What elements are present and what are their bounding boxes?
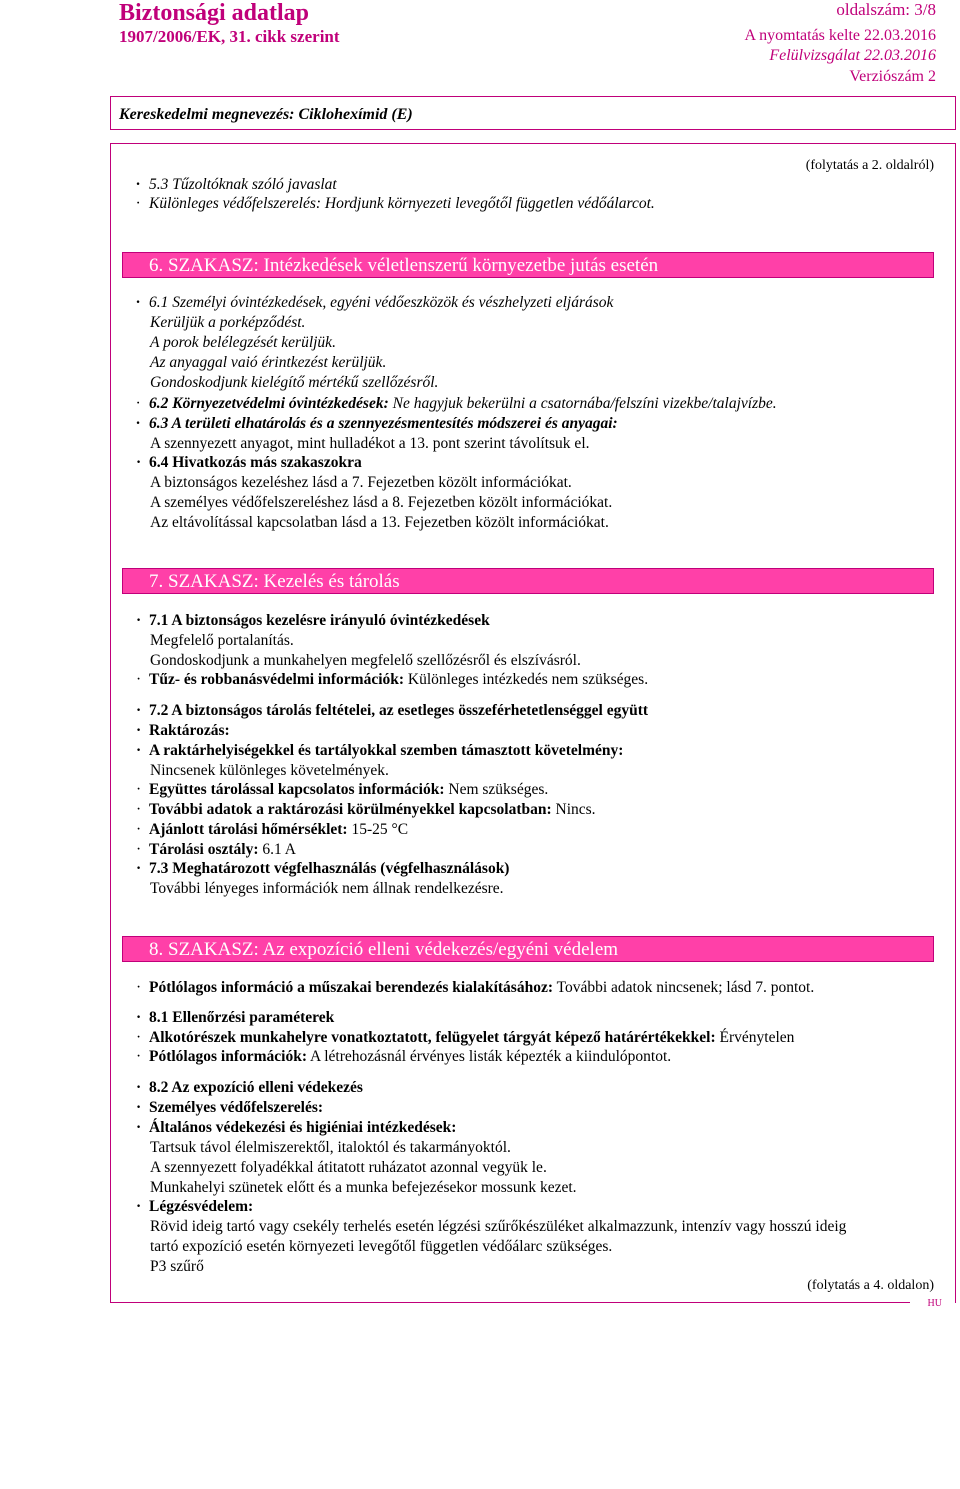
s71-heading: · 7.1 A biztonságos kezelésre irányuló óvintézkedések bbox=[136, 612, 490, 629]
storage-heading: · Raktározás: bbox=[136, 722, 230, 739]
fire-info: · Tűz- és robbanásvédelmi információk: Különleges intézkedés nem szükséges. bbox=[136, 671, 649, 688]
storage-req-text: Nincsenek különleges követelmények. bbox=[150, 762, 389, 779]
s61-p2: A porok belélegzését kerüljük. bbox=[150, 334, 336, 351]
hygiene-p1: Tartsuk távol élelmiszerektől, italoktól és takarmányoktól. bbox=[150, 1139, 511, 1156]
section-8-bar: 8. SZAKASZ: Az expozíció elleni védekezés/egyéni védelem bbox=[122, 936, 934, 962]
s73-text: További lényeges információk nem állnak rendelkezésre. bbox=[150, 880, 504, 897]
s61-heading: · 6.1 Személyi óvintézkedések, egyéni védőeszközök és vészhelyzeti eljárások bbox=[136, 294, 614, 311]
footer-line bbox=[110, 1302, 910, 1303]
s64-p1: A biztonságos kezeléshez lásd a 7. Fejezetben közölt információkat. bbox=[150, 474, 572, 491]
s64-heading: · 6.4 Hivatkozás más szakaszokra bbox=[136, 454, 362, 471]
s81-heading: · 8.1 Ellenőrzési paraméterek bbox=[136, 1009, 335, 1026]
s64-p2: A személyes védőfelszereléshez lásd a 8. Fejezetben közölt információkat. bbox=[150, 494, 613, 511]
s63-text: A szennyezett anyagot, mint hulladékot a 13. pont szerint távolítsuk el. bbox=[150, 435, 590, 452]
page-number: oldalszám: 3/8 bbox=[836, 0, 936, 19]
additional-info: · Pótlólagos információk: A létrehozásnál érvényes listák képezték a kiindulópontot. bbox=[136, 1048, 672, 1065]
hygiene-p3: Munkahelyi szünetek előtt és a munka befejezésekor mossunk kezet. bbox=[150, 1179, 577, 1196]
s64-p3: Az eltávolítással kapcsolatban lásd a 13. Fejezetben közölt információkat. bbox=[150, 514, 609, 531]
s72-heading: · 7.2 A biztonságos tárolás feltételei, az esetleges összeférhetetlenséggel együtt bbox=[136, 702, 649, 719]
tech-info: · Pótlólagos információ a műszakai berendezés kialakításához: További adatok nincsenek; lásd 7. pontot. bbox=[136, 979, 815, 996]
joint-storage: · Együttes tárolással kapcsolatos információk: Nem szükséges. bbox=[136, 781, 549, 798]
regulation: 1907/2006/EK, 31. cikk szerint bbox=[119, 27, 340, 46]
s82-heading: · 8.2 Az expozíció elleni védekezés bbox=[136, 1079, 363, 1096]
storage-class: · Tárolási osztály: 6.1 A bbox=[136, 841, 296, 858]
doc-title: Biztonsági adatlap bbox=[119, 0, 310, 26]
components-limits: · Alkotórészek munkahelyre vonatkoztatott, felügyelet tárgyát képező határértékekkel: Érvénytelen bbox=[136, 1029, 795, 1046]
storage-req: · A raktárhelyiségekkel és tartályokkal szemben támasztott követelmény: bbox=[136, 742, 624, 759]
s61-p1: Kerüljük a porképződést. bbox=[150, 314, 306, 331]
s53-ppe: · Különleges védőfelszerelés: Hordjunk környezeti levegőtől független védőálarcot. bbox=[136, 195, 655, 212]
section-7-bar: 7. SZAKASZ: Kezelés és tárolás bbox=[122, 568, 934, 594]
print-date: A nyomtatás kelte 22.03.2016 bbox=[744, 27, 936, 44]
respiratory-p3: P3 szűrő bbox=[150, 1258, 204, 1275]
hygiene-heading: · Általános védekezési és higiéniai intézkedések: bbox=[136, 1119, 457, 1136]
continued-to: (folytatás a 4. oldalon) bbox=[807, 1278, 934, 1293]
storage-temp: · Ajánlott tárolási hőmérséklet: 15-25 °C bbox=[136, 821, 409, 838]
s63-heading: · 6.3 A területi elhatárolás és a szennyezésmentesítés módszerei és anyagai: bbox=[136, 415, 618, 432]
respiratory-p2: tartó expozíció esetén környezeti levegőtől független védőálarc szükséges. bbox=[150, 1238, 613, 1255]
more-storage: · További adatok a raktározási körülményekkel kapcsolatban: Nincs. bbox=[136, 801, 596, 818]
s71-p2: Gondoskodjunk a munkahelyen megfelelő szellőzésről és elszívásról. bbox=[150, 652, 581, 669]
version: Verziószám 2 bbox=[849, 68, 936, 85]
continued-from: (folytatás a 2. oldalról) bbox=[805, 158, 934, 173]
s73-heading: · 7.3 Meghatározott végfelhasználás (végfelhasználások) bbox=[136, 860, 510, 877]
section-6-bar: 6. SZAKASZ: Intézkedések véletlenszerű környezetbe jutás esetén bbox=[122, 252, 934, 278]
s62-line: · 6.2 Környezetvédelmi óvintézkedések: Ne hagyjuk bekerülni a csatornába/felszíni vizekbe/talajvízbe. bbox=[136, 395, 777, 412]
respiratory-p1: Rövid ideig tartó vagy csekély terhelés esetén légzési szűrőkészüléket alkalmazzunk, intenzív vagy hosszú ideig bbox=[150, 1218, 847, 1235]
trade-name: Kereskedelmi megnevezés: Ciklohexímid (E) bbox=[119, 106, 413, 123]
s71-p1: Megfelelő portalanítás. bbox=[150, 632, 294, 649]
revision-date: Felülvizsgálat 22.03.2016 bbox=[769, 47, 936, 64]
respiratory-heading: · Légzésvédelem: bbox=[136, 1198, 254, 1215]
s53-heading: · 5.3 Tűzoltóknak szóló javaslat bbox=[136, 176, 337, 193]
s61-p3: Az anyaggal vaió érintkezést kerüljük. bbox=[150, 354, 387, 371]
hygiene-p2: A szennyezett folyadékkal átitatott ruházatot azonnal vegyük le. bbox=[150, 1159, 547, 1176]
language-code: HU bbox=[927, 1298, 942, 1309]
s61-p4: Gondoskodjunk kielégítő mértékű szellőzésről. bbox=[150, 374, 439, 391]
ppe-heading: · Személyes védőfelszerelés: bbox=[136, 1099, 324, 1116]
